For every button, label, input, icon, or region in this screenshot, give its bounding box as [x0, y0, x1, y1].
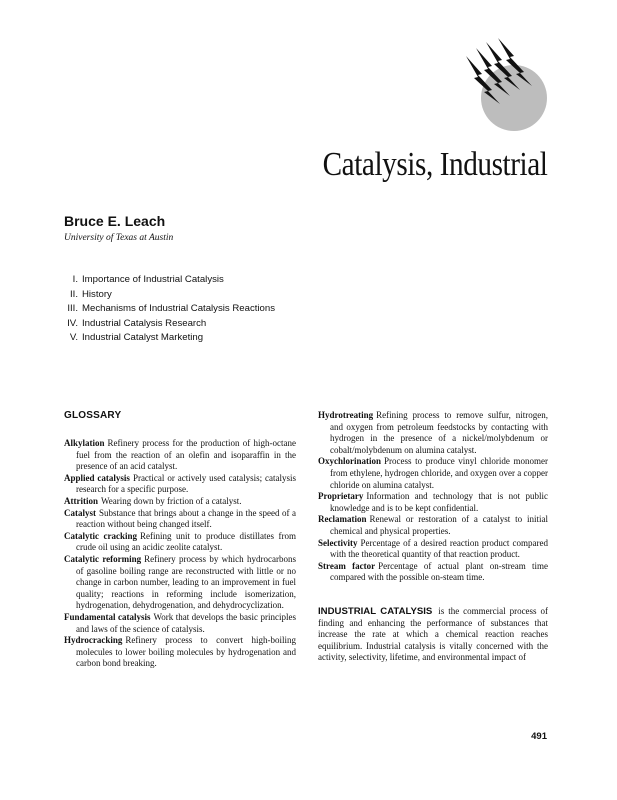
- glossary-definition: Process to produce vinyl chloride monomer from ethylene, hydrogen chloride, and oxygen over a copper chloride on alumina catalyst.: [330, 456, 548, 490]
- glossary-entry: [64, 531, 296, 554]
- page-number: 491: [531, 731, 547, 742]
- outline-item: [64, 302, 275, 317]
- glossary-entry: [318, 410, 548, 456]
- glossary-term: Oxychlorination: [318, 456, 382, 467]
- article-outline: [64, 273, 275, 346]
- glossary-definition: Substance that brings about a change in the speed of a reaction without being changed itself.: [76, 507, 296, 530]
- glossary-term: Proprietary: [318, 491, 364, 502]
- author-name: Bruce E. Leach: [64, 213, 166, 229]
- glossary-term: Alkylation: [64, 438, 105, 448]
- intro-paragraph: [318, 606, 548, 664]
- glossary-term: Catalytic cracking: [64, 530, 137, 541]
- outline-label: History: [82, 288, 112, 300]
- outline-number: III.: [67, 303, 78, 315]
- article-title: Catalysis, Industrial: [322, 146, 547, 183]
- outline-item: [64, 288, 275, 303]
- glossary-entry: [64, 612, 296, 635]
- glossary-definition: Practical or actively used catalysis; catalysis research for a specific purpose.: [76, 472, 296, 495]
- intro-text: is the commercial process of finding and enhancing the performance of substances that increase the rate at which a chemical reaction reaches equilibrium. Industrial catalysis is vitally concerned with the activity, selectivity, lifetime, and environmental impact of: [318, 605, 548, 663]
- glossary-definition: Renewal or restoration of a catalyst to initial chemical and physical properties.: [330, 514, 548, 536]
- glossary-entry: [64, 438, 296, 473]
- glossary-heading: GLOSSARY: [64, 410, 122, 421]
- outline-item: [64, 273, 275, 288]
- glossary-entry: [318, 491, 548, 514]
- glossary-entry: [318, 514, 548, 537]
- glossary-term: Catalyst: [64, 507, 96, 518]
- outline-label: Mechanisms of Industrial Catalysis Reactions: [82, 303, 276, 315]
- glossary-column-left: [64, 410, 296, 670]
- glossary-entry: [318, 538, 548, 561]
- glossary-definition: Refining unit to produce distillates from crude oil using an acidic zeolite catalyst.: [76, 530, 297, 553]
- outline-label: Industrial Catalysis Research: [82, 317, 207, 329]
- outline-number: I.: [72, 274, 78, 285]
- outline-number: IV.: [67, 317, 78, 329]
- author-affiliation: University of Texas at Austin: [64, 233, 174, 243]
- glossary-definition: Refinery process by which hydrocarbons of gasoline boiling range are reconstructed with little or no change in carbon number, leading to an improvement in fuel quality; reactions in reforming include isomerization, hydrogenation, dehydrogenation, and dehydrocyclization.: [76, 553, 296, 611]
- glossary-entry: [64, 635, 296, 670]
- glossary-entry: [64, 496, 296, 508]
- glossary-term: Stream factor: [318, 560, 376, 571]
- glossary-term: Attrition: [64, 495, 98, 506]
- outline-item: [64, 331, 275, 346]
- glossary-term: Reclamation: [318, 514, 367, 525]
- glossary-definition: Refinery process for the production of high-octane fuel from the reaction of an olefin and isoparaffin in the presence of an acid catalyst.: [76, 438, 296, 472]
- outline-number: V.: [69, 332, 78, 344]
- outline-number: II.: [70, 288, 78, 300]
- glossary-definition: Percentage of a desired reaction product compared with the theoretical quantity of that reaction product.: [330, 537, 548, 560]
- glossary-column-right: [318, 410, 548, 673]
- glossary-definition: Information and technology that is not public knowledge and is to be kept confidential.: [330, 491, 548, 513]
- glossary-term: Applied catalysis: [64, 472, 130, 483]
- glossary-entry: [318, 456, 548, 491]
- glossary-definition: Wearing down by friction of a catalyst.: [101, 495, 242, 506]
- glossary-term: Hydrotreating: [318, 410, 374, 420]
- glossary-definition: Work that develops the basic principles and laws of the science of catalysis.: [76, 611, 296, 634]
- glossary-definition: Refining process to remove sulfur, nitrogen, and oxygen from petroleum feedstocks by contacting with hydrogen in the presence of a nickel/molybdenum or cobalt/molybdenum on alumina catalyst.: [330, 410, 548, 455]
- glossary-entry: [64, 554, 296, 612]
- outline-label: Importance of Industrial Catalysis: [82, 274, 224, 285]
- glossary-entry: [318, 561, 548, 584]
- glossary-entry: [64, 473, 296, 496]
- glossary-definition: Refinery process to convert high-boiling molecules to lower boiling molecules by hydrogenation and carbon bond breaking.: [76, 635, 296, 669]
- glossary-definition: Percentage of actual plant on-stream time compared with the possible on-steam time.: [330, 560, 549, 583]
- lightning-bolts-logo-icon: [454, 38, 548, 132]
- intro-lead: INDUSTRIAL CATALYSIS: [318, 605, 433, 617]
- outline-label: Industrial Catalyst Marketing: [82, 332, 204, 344]
- outline-item: [64, 317, 275, 332]
- glossary-term: Hydrocracking: [64, 635, 123, 646]
- glossary-term: Fundamental catalysis: [64, 611, 151, 622]
- glossary-term: Catalytic reforming: [64, 553, 142, 564]
- glossary-term: Selectivity: [318, 537, 358, 548]
- glossary-entry: [64, 508, 296, 531]
